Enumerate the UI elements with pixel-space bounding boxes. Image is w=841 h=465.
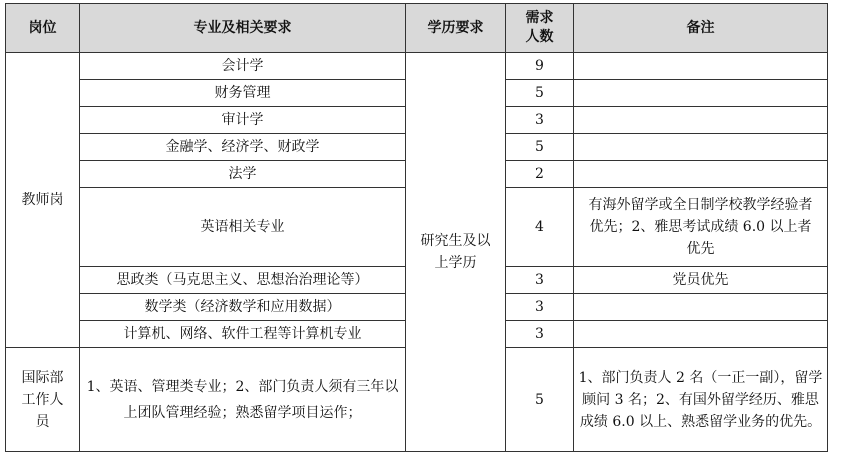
note-cell (574, 53, 828, 80)
count-cell: 4 (506, 188, 574, 267)
note-cell (574, 80, 828, 107)
note-cell (574, 321, 828, 348)
note-cell: 1、部门负责人 2 名（一正一副），留学顾问 3 名；2、有国外留学经历、雅思成绩 6.0 以上、熟悉留学业务的优先。 (574, 348, 828, 452)
major-cell: 1、英语、管理类专业；2、部门负责人须有三年以上团队管理经验；熟悉留学项目运作； (80, 348, 406, 452)
major-cell: 金融学、经济学、财政学 (80, 134, 406, 161)
note-cell: 党员优先 (574, 267, 828, 294)
major-cell: 法学 (80, 161, 406, 188)
major-cell: 会计学 (80, 53, 406, 80)
count-cell: 3 (506, 294, 574, 321)
education-label: 研究生及以上学历 (420, 233, 491, 271)
header-major: 专业及相关要求 (80, 4, 406, 53)
count-cell: 3 (506, 267, 574, 294)
post-international (6, 348, 80, 452)
note-cell (574, 134, 828, 161)
count-cell: 5 (506, 134, 574, 161)
header-row (6, 4, 828, 53)
note-cell (574, 294, 828, 321)
note-cell (574, 161, 828, 188)
count-cell: 5 (506, 80, 574, 107)
header-count-label: 需求人数 (525, 10, 554, 45)
header-education: 学历要求 (406, 4, 506, 53)
major-cell: 思政类（马克思主义、思想治治理论等） (80, 267, 406, 294)
count-cell: 5 (506, 348, 574, 452)
header-count (506, 4, 574, 53)
major-cell: 英语相关专业 (80, 188, 406, 267)
count-cell: 3 (506, 321, 574, 348)
major-cell: 计算机、网络、软件工程等计算机专业 (80, 321, 406, 348)
header-note: 备注 (574, 4, 828, 53)
note-cell (574, 107, 828, 134)
post-international-label: 国际部工作人员 (21, 369, 64, 430)
count-cell: 9 (506, 53, 574, 80)
major-cell: 数学类（经济数学和应用数据） (80, 294, 406, 321)
table-row (6, 53, 828, 80)
header-post: 岗位 (6, 4, 80, 53)
major-cell: 财务管理 (80, 80, 406, 107)
post-teacher: 教师岗 (6, 53, 80, 348)
major-cell: 审计学 (80, 107, 406, 134)
recruitment-table (5, 3, 828, 452)
education-cell (406, 53, 506, 452)
note-cell: 有海外留学或全日制学校教学经验者优先；2、雅思考试成绩 6.0 以上者优先 (574, 188, 828, 267)
count-cell: 2 (506, 161, 574, 188)
count-cell: 3 (506, 107, 574, 134)
